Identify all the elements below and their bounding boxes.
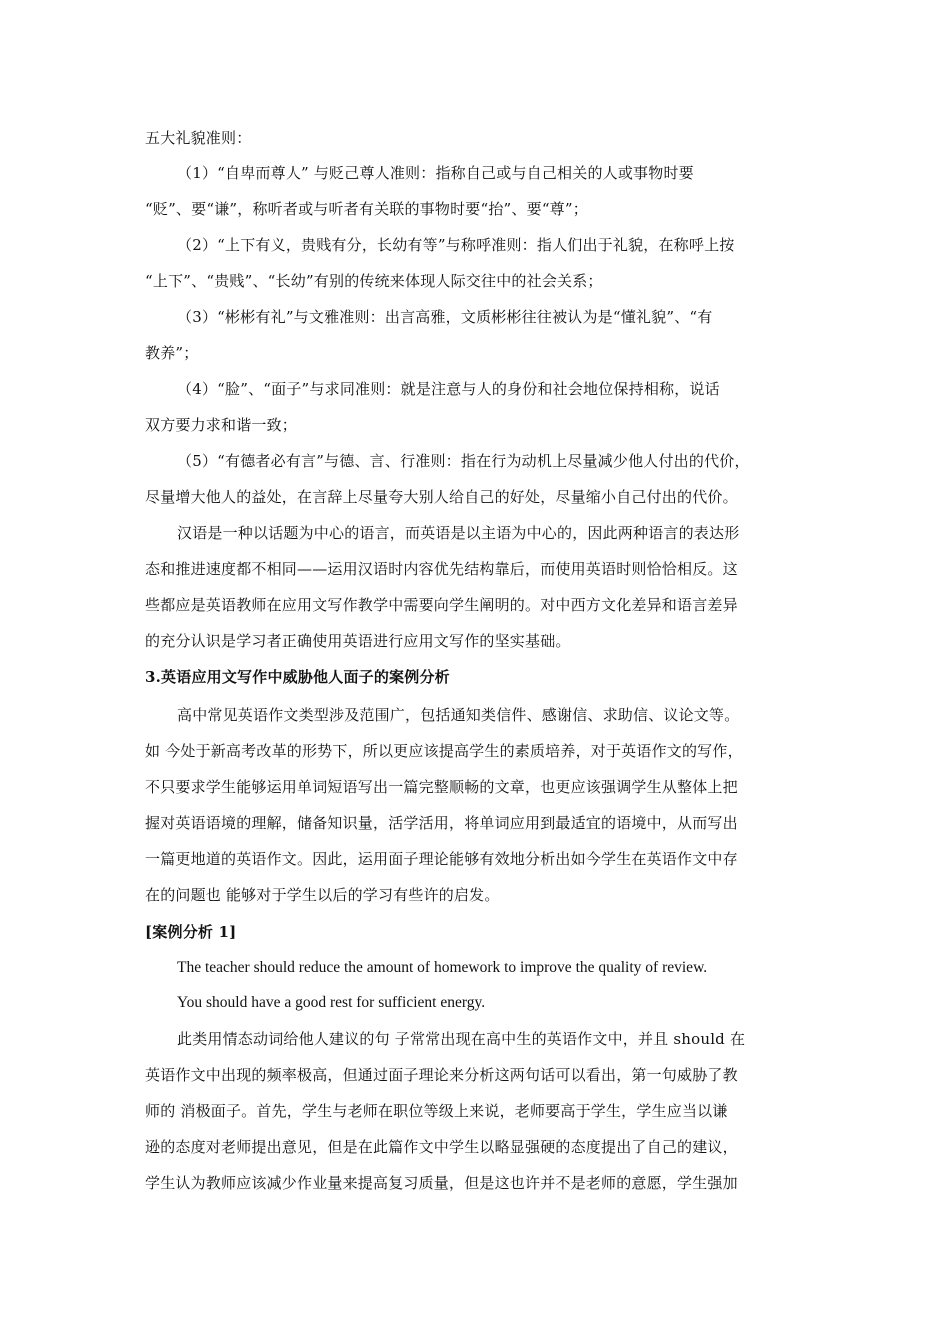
principle-2-line-1: （2）“上下有义，贵贱有分，长幼有等”与称呼准则：指人们出于礼貌，在称呼上按 — [177, 236, 735, 254]
paragraph-language-line-1: 汉语是一种以话题为中心的语言，而英语是以主语为中心的，因此两种语言的表达形 — [177, 524, 740, 542]
paragraph-analysis-line-3: 师的 消极面子。首先，学生与老师在职位等级上来说，老师要高于学生，学生应当以谦 — [145, 1102, 728, 1120]
principle-1-line-1: （1）“自卑而尊人” 与贬己尊人准则：指称自己或与自己相关的人或事物时要 — [177, 164, 694, 182]
example-sentence-1: The teacher should reduce the amount of homework to improve the quality of review. — [177, 959, 708, 976]
principle-1-line-2: “贬”、要“谦”，称听者或与听者有关联的事物时要“抬”、要“尊”； — [145, 200, 588, 218]
paragraph-essay-line-3: 不只要求学生能够运用单词短语写出一篇完整顺畅的文章，也更应该强调学生从整体上把 — [145, 778, 738, 796]
principle-4-line-2: 双方要力求和谐一致； — [145, 416, 298, 434]
paragraph-essay-line-6: 在的问题也 能够对于学生以后的学习有些许的启发。 — [145, 886, 500, 904]
paragraph-essay-line-4: 握对英语语境的理解，储备知识量，活学活用，将单词应用到最适宜的语境中，从而写出 — [145, 814, 738, 832]
principle-5-line-2: 尽量增大他人的益处，在言辞上尽量夸大别人给自己的好处，尽量缩小自己付出的代价。 — [145, 488, 738, 506]
principle-2-line-2: “上下”、“贵贱”、“长幼”有别的传统来体现人际交往中的社会关系； — [145, 272, 603, 290]
example-sentence-2: You should have a good rest for sufficient energy. — [177, 994, 486, 1011]
paragraph-analysis-line-4: 逊的态度对老师提出意见，但是在此篇作文中学生以略显强硬的态度提出了自己的建议， — [145, 1138, 738, 1156]
paragraph-language-line-3: 些都应是英语教师在应用文写作教学中需要向学生阐明的。对中西方文化差异和语言差异 — [145, 596, 738, 614]
section-heading: 3.英语应用文写作中威胁他人面子的案例分析 — [145, 668, 450, 686]
paragraph-language-line-2: 态和推进速度都不相同——运用汉语时内容优先结构靠后，而使用英语时则恰恰相反。这 — [145, 560, 738, 578]
principle-4-line-1: （4）“脸”、“面子”与求同准则：就是注意与人的身份和社会地位保持相称，说话 — [177, 380, 720, 398]
paragraph-essay-line-5: 一篇更地道的英语作文。因此，运用面子理论能够有效地分析出如今学生在英语作文中存 — [145, 850, 738, 868]
paragraph-analysis-line-1: 此类用情态动词给他人建议的句 子常常出现在高中生的英语作文中，并且 should 在 — [177, 1030, 746, 1048]
principle-3-line-2: 教养”； — [145, 344, 199, 362]
paragraph-language-line-4: 的充分认识是学习者正确使用英语进行应用文写作的坚实基础。 — [145, 632, 571, 650]
paragraph-essay-line-2: 如 今处于新高考改革的形势下，所以更应该提高学生的素质培养，对于英语作文的写作， — [145, 742, 743, 760]
principle-5-line-1: （5）“有德者必有言”与德、言、行准则：指在行为动机上尽量减少他人付出的代价， — [177, 452, 750, 470]
section-intro: 五大礼貌准则： — [145, 129, 252, 147]
paragraph-analysis-line-2: 英语作文中出现的频率极高，但通过面子理论来分析这两句话可以看出，第一句威胁了教 — [145, 1066, 738, 1084]
paragraph-essay-line-1: 高中常见英语作文类型涉及范围广，包括通知类信件、感谢信、求助信、议论文等。 — [177, 706, 740, 724]
paragraph-analysis-line-5: 学生认为教师应该减少作业量来提高复习质量，但是这也许并不是老师的意愿，学生强加 — [145, 1174, 738, 1192]
case-analysis-heading: [案例分析 1] — [145, 923, 237, 941]
principle-3-line-1: （3）“彬彬有礼”与文雅准则：出言高雅，文质彬彬往往被认为是“懂礼貌”、“有 — [177, 308, 713, 326]
